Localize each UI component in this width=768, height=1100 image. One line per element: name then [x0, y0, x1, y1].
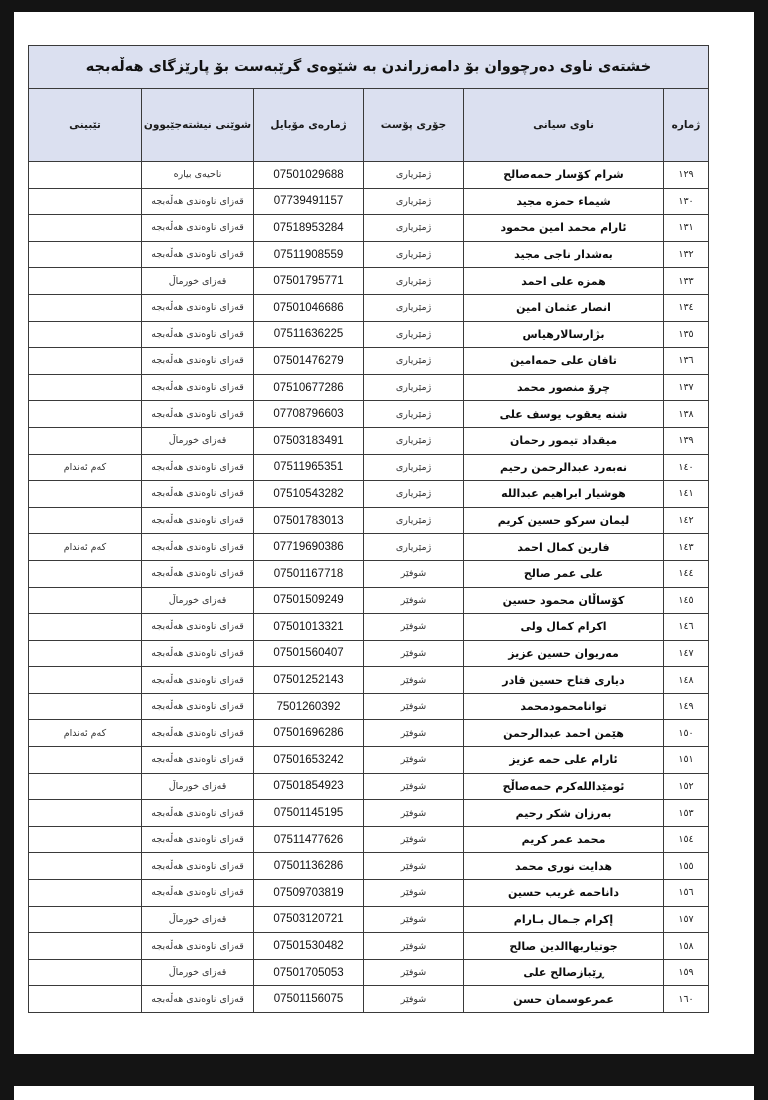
cell-num: ١٥٧ — [664, 906, 709, 933]
cell-post: ژمێریاری — [364, 268, 464, 295]
cell-place: قەزای ناوەندی هەڵەبجە — [142, 507, 254, 534]
cell-num: ١٥٨ — [664, 933, 709, 960]
cell-mobile: 07501705053 — [254, 959, 364, 986]
table-row — [28, 986, 708, 1013]
cell-name: ئارام علی حمە عزیز — [464, 747, 664, 774]
cell-place: قەزای ناوەندی هەڵەبجە — [142, 401, 254, 428]
cell-name: نەبەرد عبدالرحمن رحیم — [464, 454, 664, 481]
cell-num: ١٤٣ — [664, 534, 709, 561]
table-row — [28, 427, 708, 454]
cell-num: ١٢٩ — [664, 162, 709, 189]
cell-note — [28, 162, 141, 189]
cell-name: لیمان سرکو حسین کریم — [464, 507, 664, 534]
cell-place: قەزای خورماڵ — [142, 959, 254, 986]
cell-num: ١٥٣ — [664, 800, 709, 827]
column-header-post: جۆری پۆست — [364, 89, 464, 162]
table-row — [28, 481, 708, 508]
column-header-row — [28, 89, 708, 162]
table-row — [28, 534, 708, 561]
cell-name: شیماء حمزە مجید — [464, 188, 664, 215]
cell-post: شوفێر — [364, 720, 464, 747]
cell-num: ١٣٩ — [664, 427, 709, 454]
cell-num: ١٣٤ — [664, 294, 709, 321]
column-header-mobile: ژمارەی مۆبایل — [254, 89, 364, 162]
table-row — [28, 401, 708, 428]
cell-place: قەزای ناوەندی هەڵەبجە — [142, 933, 254, 960]
cell-num: ١٣٣ — [664, 268, 709, 295]
table-row — [28, 454, 708, 481]
cell-note — [28, 747, 141, 774]
table-row — [28, 826, 708, 853]
cell-note — [28, 587, 141, 614]
cell-post: ژمێریاری — [364, 241, 464, 268]
cell-num: ١٤٩ — [664, 693, 709, 720]
table-row — [28, 241, 708, 268]
cell-num: ١٥١ — [664, 747, 709, 774]
cell-mobile: 07501252143 — [254, 667, 364, 694]
cell-post: ژمێریاری — [364, 507, 464, 534]
cell-name: تافان علی حمەامین — [464, 348, 664, 375]
cell-num: ١٣٦ — [664, 348, 709, 375]
cell-mobile: 07501854923 — [254, 773, 364, 800]
cell-post: شوفێر — [364, 906, 464, 933]
table-body — [28, 162, 708, 1013]
table-row — [28, 640, 708, 667]
cell-post: شوفێر — [364, 747, 464, 774]
cell-note — [28, 294, 141, 321]
cell-note: کەم ئەندام — [28, 454, 141, 481]
cell-place: قەزای ناوەندی هەڵەبجە — [142, 374, 254, 401]
cell-post: شوفێر — [364, 800, 464, 827]
cell-name: شرام کۆسار حمەصالح — [464, 162, 664, 189]
cell-mobile: 07511477626 — [254, 826, 364, 853]
cell-post: شوفێر — [364, 693, 464, 720]
cell-post: ژمێریاری — [364, 162, 464, 189]
cell-name: جوتیاربهاالدین صالح — [464, 933, 664, 960]
document-paper — [14, 12, 754, 1054]
cell-mobile: 07739491157 — [254, 188, 364, 215]
cell-name: بەرزان شکر رحیم — [464, 800, 664, 827]
cell-note — [28, 560, 141, 587]
cell-note — [28, 880, 141, 907]
cell-note — [28, 427, 141, 454]
cell-place: قەزای ناوەندی هەڵەبجە — [142, 481, 254, 508]
cell-post: شوفێر — [364, 640, 464, 667]
cell-post: ژمێریاری — [364, 427, 464, 454]
table-row — [28, 215, 708, 242]
cell-mobile: 07501509249 — [254, 587, 364, 614]
cell-name: هوشیار ابراهیم عبدالله — [464, 481, 664, 508]
column-header-num: ژماره — [664, 89, 709, 162]
cell-post: شوفێر — [364, 667, 464, 694]
cell-name: کۆساڵان محمود حسین — [464, 587, 664, 614]
cell-num: ١٥٩ — [664, 959, 709, 986]
graduates-employment-table — [28, 45, 709, 1013]
cell-place: قەزای ناوەندی هەڵەبجە — [142, 614, 254, 641]
cell-place: قەزای ناوەندی هەڵەبجە — [142, 188, 254, 215]
table-row — [28, 374, 708, 401]
cell-post: ژمێریاری — [364, 454, 464, 481]
cell-mobile: 07501795771 — [254, 268, 364, 295]
cell-note — [28, 906, 141, 933]
cell-note — [28, 800, 141, 827]
cell-num: ١٤٥ — [664, 587, 709, 614]
cell-place: قەزای ناوەندی هەڵەبجە — [142, 720, 254, 747]
cell-mobile: 07501696286 — [254, 720, 364, 747]
cell-num: ١٤٧ — [664, 640, 709, 667]
cell-place: قەزای ناوەندی هەڵەبجە — [142, 534, 254, 561]
cell-post: شوفێر — [364, 986, 464, 1013]
cell-place: قەزای ناوەندی هەڵەبجە — [142, 454, 254, 481]
cell-mobile: 07501136286 — [254, 853, 364, 880]
cell-mobile: 07501476279 — [254, 348, 364, 375]
cell-post: شوفێر — [364, 614, 464, 641]
cell-mobile: 07708796603 — [254, 401, 364, 428]
table-row — [28, 959, 708, 986]
cell-note — [28, 401, 141, 428]
cell-mobile: 07501560407 — [254, 640, 364, 667]
cell-mobile: 07501029688 — [254, 162, 364, 189]
cell-mobile: 07518953284 — [254, 215, 364, 242]
table-row — [28, 880, 708, 907]
cell-place: قەزای ناوەندی هەڵەبجە — [142, 321, 254, 348]
table-row — [28, 162, 708, 189]
cell-post: ژمێریاری — [364, 481, 464, 508]
table-row — [28, 294, 708, 321]
cell-post: ژمێریاری — [364, 215, 464, 242]
cell-name: محمد عمر کریم — [464, 826, 664, 853]
cell-place: قەزای خورماڵ — [142, 268, 254, 295]
cell-name: بژارسالارهیاس — [464, 321, 664, 348]
cell-place: قەزای ناوەندی هەڵەبجە — [142, 853, 254, 880]
cell-num: ١٤٦ — [664, 614, 709, 641]
cell-note — [28, 640, 141, 667]
cell-note: کەم ئەندام — [28, 720, 141, 747]
cell-name: ئومێدالله‌کرم حمەصاڵح — [464, 773, 664, 800]
table-row — [28, 720, 708, 747]
cell-mobile: 07501156075 — [254, 986, 364, 1013]
table-row — [28, 933, 708, 960]
cell-name: شنە یعقوب یوسف علی — [464, 401, 664, 428]
cell-num: ١٥٤ — [664, 826, 709, 853]
cell-place: قەزای ناوەندی هەڵەبجە — [142, 667, 254, 694]
cell-mobile: 07511636225 — [254, 321, 364, 348]
cell-mobile: 07501046686 — [254, 294, 364, 321]
cell-num: ١٥٥ — [664, 853, 709, 880]
cell-post: شوفێر — [364, 933, 464, 960]
cell-place: قەزای ناوەندی هەڵەبجە — [142, 560, 254, 587]
cell-note — [28, 348, 141, 375]
table-row — [28, 348, 708, 375]
cell-note — [28, 374, 141, 401]
cell-name: فارین کمال احمد — [464, 534, 664, 561]
cell-mobile: 07501167718 — [254, 560, 364, 587]
table-container — [29, 45, 709, 1013]
cell-mobile: 07501530482 — [254, 933, 364, 960]
cell-num: ١٤٢ — [664, 507, 709, 534]
cell-post: شوفێر — [364, 587, 464, 614]
cell-post: شوفێر — [364, 959, 464, 986]
cell-post: شوفێر — [364, 853, 464, 880]
cell-note — [28, 959, 141, 986]
cell-note — [28, 321, 141, 348]
cell-note — [28, 481, 141, 508]
cell-num: ١٥٦ — [664, 880, 709, 907]
cell-place: قەزای ناوەندی هەڵەبجە — [142, 747, 254, 774]
table-row — [28, 321, 708, 348]
cell-name: اکرام کمال ولی — [464, 614, 664, 641]
cell-mobile: 07503120721 — [254, 906, 364, 933]
cell-name: ڕێبازصالح علی — [464, 959, 664, 986]
cell-place: قەزای ناوەندی هەڵەبجە — [142, 826, 254, 853]
cell-place: قەزای ناوەندی هەڵەبجە — [142, 294, 254, 321]
table-row — [28, 614, 708, 641]
cell-post: شوفێر — [364, 560, 464, 587]
cell-note — [28, 933, 141, 960]
cell-name: توانامحمودمحمد — [464, 693, 664, 720]
cell-place: قەزای خورماڵ — [142, 427, 254, 454]
cell-place: قەزای ناوەندی هەڵەبجە — [142, 215, 254, 242]
cell-place: قەزای خورماڵ — [142, 906, 254, 933]
cell-num: ١٣٠ — [664, 188, 709, 215]
cell-name: دیاری فتاح حسین قادر — [464, 667, 664, 694]
cell-mobile: 07501653242 — [254, 747, 364, 774]
cell-num: ١٦٠ — [664, 986, 709, 1013]
cell-place: ناحیەی بیارە — [142, 162, 254, 189]
table-row — [28, 773, 708, 800]
table-row — [28, 507, 708, 534]
cell-name: میقداد تیمور رحمان — [464, 427, 664, 454]
cell-name: ئارام محمد امین محمود — [464, 215, 664, 242]
cell-note — [28, 667, 141, 694]
cell-mobile: 07510543282 — [254, 481, 364, 508]
cell-mobile: 07511908559 — [254, 241, 364, 268]
column-header-place: شوێنی نیشتەجێبوون — [142, 89, 254, 162]
table-row — [28, 693, 708, 720]
cell-num: ١٥٠ — [664, 720, 709, 747]
cell-note — [28, 241, 141, 268]
cell-place: قەزای ناوەندی هەڵەبجە — [142, 880, 254, 907]
cell-num: ١٣٥ — [664, 321, 709, 348]
cell-name: همزە علی احمد — [464, 268, 664, 295]
cell-place: قەزای ناوەندی هەڵەبجە — [142, 693, 254, 720]
table-row — [28, 667, 708, 694]
cell-num: ١٣٢ — [664, 241, 709, 268]
cell-name: علی عمر صالح — [464, 560, 664, 587]
cell-post: شوفێر — [364, 826, 464, 853]
cell-num: ١٣٧ — [664, 374, 709, 401]
cell-post: ژمێریاری — [364, 534, 464, 561]
cell-post: ژمێریاری — [364, 188, 464, 215]
cell-num: ١٤٠ — [664, 454, 709, 481]
cell-post: شوفێر — [364, 880, 464, 907]
column-header-name: ناوی سیانی — [464, 89, 664, 162]
cell-num: ١٤١ — [664, 481, 709, 508]
cell-place: قەزای ناوەندی هەڵەبجە — [142, 241, 254, 268]
cell-place: قەزای خورماڵ — [142, 773, 254, 800]
table-row — [28, 268, 708, 295]
table-row — [28, 853, 708, 880]
cell-name: إکرام جـمال بـارام — [464, 906, 664, 933]
cell-name: انصار عثمان امین — [464, 294, 664, 321]
cell-name: بەشدار ناجی مجید — [464, 241, 664, 268]
cell-place: قەزای ناوەندی هەڵەبجە — [142, 640, 254, 667]
cell-note: کەم ئەندام — [28, 534, 141, 561]
cell-note — [28, 215, 141, 242]
cell-post: ژمێریاری — [364, 348, 464, 375]
cell-num: ١٤٤ — [664, 560, 709, 587]
cell-place: قەزای خورماڵ — [142, 587, 254, 614]
cell-note — [28, 986, 141, 1013]
cell-num: ١٥٢ — [664, 773, 709, 800]
table-row — [28, 587, 708, 614]
cell-note — [28, 268, 141, 295]
cell-post: ژمێریاری — [364, 321, 464, 348]
cell-name: مەریوان حسین عزیز — [464, 640, 664, 667]
cell-num: ١٣١ — [664, 215, 709, 242]
cell-note — [28, 507, 141, 534]
cell-mobile: 07503183491 — [254, 427, 364, 454]
cell-mobile: 07719690386 — [254, 534, 364, 561]
cell-mobile: 07501783013 — [254, 507, 364, 534]
cell-num: ١٤٨ — [664, 667, 709, 694]
cell-name: چرۆ منصور محمد — [464, 374, 664, 401]
table-title: خشتەی ناوی دەرچووان بۆ دامەزراندن به‌ شێوەی گرێبەست بۆ پارێزگای هەڵەبجە — [28, 46, 708, 89]
cell-num: ١٣٨ — [664, 401, 709, 428]
table-head — [28, 46, 708, 162]
cell-post: شوفێر — [364, 773, 464, 800]
table-row — [28, 560, 708, 587]
title-row — [28, 46, 708, 89]
cell-mobile: 07501145195 — [254, 800, 364, 827]
cell-note — [28, 773, 141, 800]
cell-note — [28, 614, 141, 641]
cell-note — [28, 853, 141, 880]
table-row — [28, 906, 708, 933]
column-header-note: تێبینی — [28, 89, 141, 162]
cell-place: قەزای ناوەندی هەڵەبجە — [142, 800, 254, 827]
cell-mobile: 07501013321 — [254, 614, 364, 641]
cell-note — [28, 693, 141, 720]
cell-place: قەزای ناوەندی هەڵەبجە — [142, 986, 254, 1013]
cell-name: عمرعوسمان حسن — [464, 986, 664, 1013]
table-row — [28, 800, 708, 827]
cell-mobile: 07510677286 — [254, 374, 364, 401]
cell-note — [28, 188, 141, 215]
cell-post: ژمێریاری — [364, 374, 464, 401]
cell-name: هێمن احمد عبدالرحمن — [464, 720, 664, 747]
cell-name: داناحمە غریب حسین — [464, 880, 664, 907]
table-row — [28, 188, 708, 215]
cell-note — [28, 826, 141, 853]
cell-mobile: 7501260392 — [254, 693, 364, 720]
cell-mobile: 07509703819 — [254, 880, 364, 907]
cell-mobile: 07511965351 — [254, 454, 364, 481]
table-row — [28, 747, 708, 774]
cell-place: قەزای ناوەندی هەڵەبجە — [142, 348, 254, 375]
cell-name: هدایت نوری محمد — [464, 853, 664, 880]
cell-post: ژمێریاری — [364, 294, 464, 321]
page-bottom-strip — [14, 1086, 754, 1100]
cell-post: ژمێریاری — [364, 401, 464, 428]
